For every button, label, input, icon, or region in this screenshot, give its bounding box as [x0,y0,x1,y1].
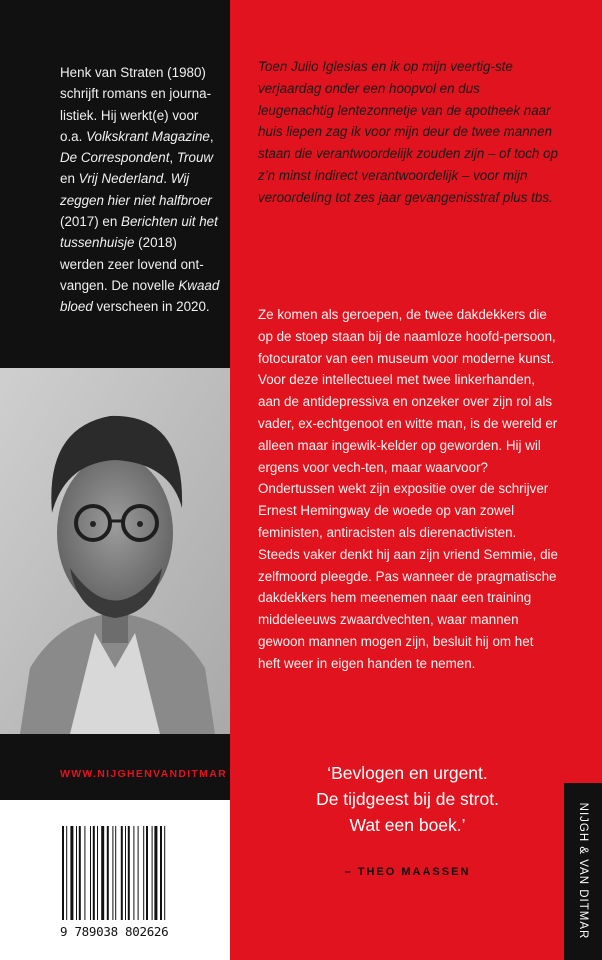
bio-book-title: Wij zeggen hier niet halfbroer [60,171,212,208]
barcode-bar [93,826,95,920]
author-bio [60,62,222,318]
barcode-bar [121,826,123,920]
barcode-bar [164,826,165,920]
publisher-name: NIJGH & VAN DITMAR [577,802,589,940]
bio-publication: Vrij Nederland [78,171,164,187]
barcode-bar [125,826,126,920]
author-photo [0,368,230,734]
bio-book-title: Berichten uit het tussenhuisje [60,214,218,251]
barcode-bar [79,826,81,920]
quote-line: ‘Bevlogen en urgent. [327,763,488,783]
bio-text: , [169,150,177,166]
book-blurb: Ze komen als geroepen, de twee dakdekkers die op de stoep staan bij de naamloze hoofd-persoon, fotocurator van een museum voor moderne kunst. Voor deze intellectueel met twee linkerhanden, aan de antidepressiva en onzeker over zijn rol als vader, ex-echtgenoot en witte man, is de wereld er alleen maar ingewik-kelder op geworden. Hij wil ergens voor vech-ten, maar waarvoor? Ondertussen wekt zijn expositie over de schrijver Ernest Hemingway de woede op van zowel feministen, antiracisten als dierenactivisten. Steeds vaker denkt hij aan zijn vriend Semmie, die zelfmoord pleegde. Pas wanneer de pragmatische dakdekkers hem meenemen naar een training middeleeuws zwaardvechten, waar mannen gewoon mannen mogen zijn, besluit hij om het heft weer in eigen handen te nemen. [258,307,558,671]
author-portrait [0,368,230,734]
barcode-bar [97,826,98,920]
barcode-bar [66,826,67,920]
bio-text: verscheen in 2020. [92,299,210,315]
bio-text: . [163,171,171,187]
barcode-bar [84,826,85,920]
barcode-bar [90,826,91,920]
quote-line: De tijdgeest bij de strot. [316,789,499,809]
bio-publication: De Correspondent [60,150,170,166]
barcode-bar [112,826,113,920]
barcode-bar [70,826,73,920]
barcode-bar [128,826,130,920]
bio-text: Henk van Straten (1980) schrijft romans en journa-listiek. Hij werkt(e) voor o.a. [60,65,212,144]
barcode-bar [107,826,109,920]
barcode-bar [143,826,144,920]
barcode-bar [146,826,148,920]
barcode-bar [62,826,64,920]
barcode-bar [76,826,77,920]
barcode-bar [138,826,139,920]
bio-text: (2018) werden zeer lovend ont-vangen. De novelle [60,235,204,293]
barcode-bar [115,826,116,920]
bio-text: en [60,171,79,187]
barcode-bar [152,826,153,920]
bio-publication: Volkskrant Magazine [86,128,210,144]
bio-text: (2017) en [60,214,122,230]
bio-text: , [209,128,214,144]
bio-publication: Trouw [176,150,214,166]
isbn-number: 9 789038 802626 [60,924,169,939]
barcode-bar [160,826,162,920]
publisher-url[interactable]: WWW.NIJGHENVANDITMAR [60,768,227,780]
barcode-bar [101,826,104,920]
quote-line: Wat een boek.’ [349,815,466,835]
barcode-bar [154,826,157,920]
barcode [60,826,200,920]
quote-author: – THEO MAASSEN [344,866,471,878]
barcode-bar [133,826,134,920]
review-quote [290,760,525,838]
intro-excerpt: Toen Julio Iglesias en ik op mijn veertig-ste verjaardag onder een hoopvol en dus leugenachtig lentezonnetje van de apotheek naar huis liepen zag ik voor mijn deur de twee mannen staan die verantwoordelijk zouden zijn – of toch op z’n minst indirect verantwoordelijk – voor mijn veroordeling tot zes jaar gevangenisstraf plus tbs. [258,59,558,205]
bio-book-title: Kwaad bloed [60,277,220,315]
